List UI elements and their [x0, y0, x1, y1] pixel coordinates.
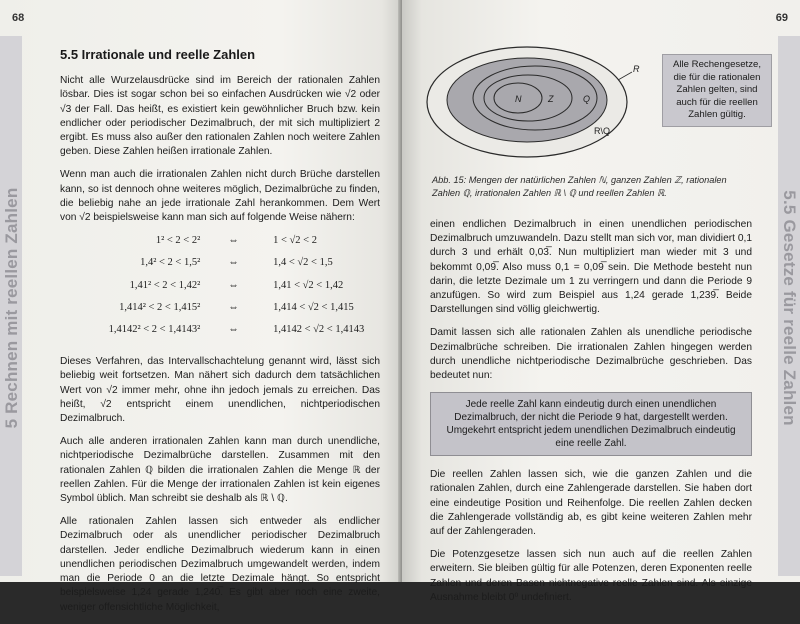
paragraph: Nicht alle Wurzelausdrücke sind im Bereich der rationalen Zahlen lösbar. Dies ist sogar schon bei so einfachen Ausdrücken wie √2 oder √3 der Fall. Das heißt, es existiert kein gewöhnlicher Bruch bzw. kein endlicher oder periodischer Dezimalbruch, der mit sich multipliziert 2 ergibt. Es muss also außer den rationalen Zahlen noch weitere Zahlen geben. Diese Zahlen heißen irrationale Zahlen. [60, 75, 380, 158]
section-side-label: 5.5 Gesetze für reelle Zahlen [780, 190, 799, 426]
left-page [0, 0, 402, 613]
inequality-right: 1,4 < √2 < 1,5 [273, 257, 333, 269]
paragraph: einen endlichen Dezimalbruch in einen unendlichen periodischen Dezimalbruch umzuwandeln. Dazu stellt man sich vor, man dividiert 0,1 durch 3 und erhält 0,03̅. Nun multipliziert man wieder mit 3 und bekommt 0,09̅. Also muss 0,1 = 0,09̅ sein. Die Methode besteht nun darin, die letzte Dezimale um 1 zu verringern und dann die Periode 9 anzufügen. So wird zum Beispiel aus 1,24 gerade 1,239̅. Beide Darstellungen sind völlig gleichwertig. [430, 219, 752, 316]
inequality-right: 1,41 < √2 < 1,42 [273, 279, 344, 291]
inequality-left: 1,414² < 2 < 1,415² [119, 301, 201, 313]
set-z-label: Z [548, 94, 554, 104]
chapter-side-tab [0, 36, 22, 576]
equivalence-arrow: ⇔ [228, 257, 239, 269]
inequality-left: 1,4² < 2 < 1,5² [140, 257, 201, 269]
paragraph: Die reellen Zahlen lassen sich, wie die ganzen Zahlen und die rationalen Zahlen, durch eine Zahlengerade darstellen. Sie haben dort eine eindeutige Position und Reihenfolge. Die reellen Zahlen decken die Zahlengerade vollständig ab, es gibt keine weiteren Zahlen mehr auf der Zahlengeraden. [430, 469, 752, 538]
equivalence-arrow: ⇔ [228, 324, 239, 336]
inequality-right: 1 < √2 < 2 [273, 235, 317, 247]
theorem-box: Jede reelle Zahl kann eindeutig durch einen unendlichen Dezimalbruch, der nicht die Periode 9 hat, dargestellt werden. Umgekehrt entspricht jedem unendlichen Dezimalbruch eindeutig eine reelle Zahl. [430, 392, 752, 456]
section-side-tab [778, 36, 800, 576]
number-sets-diagram [422, 40, 652, 170]
table-row [74, 234, 380, 256]
table-row [74, 279, 380, 301]
set-r-label: R [633, 64, 640, 74]
page-number-right: 69 [775, 12, 788, 24]
paragraph: Auch alle anderen irrationalen Zahlen kann man durch unendliche, nichtperiodische Dezimalbrüche darstellen. Zusammen mit den rationalen Zahlen ℚ bilden die irrationalen Zahlen die Menge ℝ der reellen Zahlen. Für die Menge der irrationalen Zahlen ist kein eigenes Symbol üblich. Man schreibt sie deshalb als ℝ \ ℚ. [60, 436, 380, 505]
inequality-left: 1² < 2 < 2² [155, 235, 201, 247]
inequality-left: 1,4142² < 2 < 1,4143² [108, 324, 201, 336]
set-rq-label: R\Q [594, 126, 611, 136]
paragraph: Damit lassen sich alle rationalen Zahlen als unendliche periodische Dezimalbrüche schreiben. Die irrationalen Zahlen hingegen werden durch unendliche nichtperiodische Dezimalbrüche geschrieben. Das bedeutet nun: [430, 327, 752, 382]
chapter-side-label: 5 Rechnen mit reellen Zahlen [2, 187, 21, 429]
right-text-column [430, 218, 752, 614]
equivalence-arrow: ⇔ [228, 279, 239, 291]
table-row [74, 301, 380, 323]
paragraph: Dieses Verfahren, das Intervallschachtelung genannt wird, lässt sich beliebig weit fortsetzen. Man nähert sich dadurch dem tatsächlichen Wert von √2 immer mehr, ohne ihn jedoch jemals zu erreichen. Das heißt, √2 entspricht einem unendlichen, nichtperiodischen Dezimalbruch. [60, 356, 380, 425]
interval-nesting-table [74, 234, 380, 345]
section-title: 5.5 Irrationale und reelle Zahlen [60, 47, 256, 62]
table-row [74, 323, 380, 345]
equivalence-arrow: ⇔ [228, 235, 239, 247]
margin-note: Alle Rechengesetze, die für die rationalen Zahlen gelten, sind auch für die reellen Zahlen gültig. [662, 54, 772, 127]
page-number-left: 68 [12, 12, 25, 24]
set-r-pointer [618, 72, 632, 80]
inequality-right: 1,414 < √2 < 1,415 [273, 301, 354, 313]
inequality-right: 1,4142 < √2 < 1,4143 [273, 324, 365, 336]
paragraph: Die Potenzgesetze lassen sich nun auch auf die reellen Zahlen erweitern. Sie bleiben gültig für alle Potenzen, deren Exponenten reelle Zahlen und deren Basen nichtnegative reelle Zahlen sind. Als einzige Ausnahme bleibt 0⁰ undefiniert. [430, 549, 752, 603]
set-q-label: Q [583, 94, 591, 104]
equivalence-arrow: ⇔ [228, 301, 239, 313]
table-row [74, 256, 380, 278]
figure-caption: Abb. 15: Mengen der natürlichen Zahlen ℕ, ganzen Zahlen ℤ, rationalen Zahlen ℚ, irrationalen Zahlen ℝ \ ℚ und reellen Zahlen ℝ. [432, 175, 727, 198]
left-text-column [60, 48, 380, 624]
inequality-left: 1,41² < 2 < 1,42² [129, 279, 201, 291]
set-n-label: N [515, 94, 522, 104]
paragraph: Wenn man auch die irrationalen Zahlen nicht durch Brüche darstellen kann, so ist dennoch ohne weiteres möglich, Dezimalbrüche zu finden, die beliebig nahe an jede irrationale Zahl herankommen. Dem Wert von √2 beispielsweise kann man sich auf folgende Weise nähern: [60, 169, 380, 224]
paragraph: Alle rationalen Zahlen lassen sich entweder als endlicher Dezimalbruch oder als unendlicher periodischer Dezimalbruch darstellen. Jeder endliche Dezimalbruch wiederum kann in einen unendlichen periodischen Dezimalbruch umgewandelt werden, indem man die Periode 0 an die letzte Dezimale hängt. So entspricht beispielsweise 1,24 gerade 1,240̅. Es gibt aber noch eine zweite, weniger offensichtliche Möglichkeit, [60, 516, 380, 613]
